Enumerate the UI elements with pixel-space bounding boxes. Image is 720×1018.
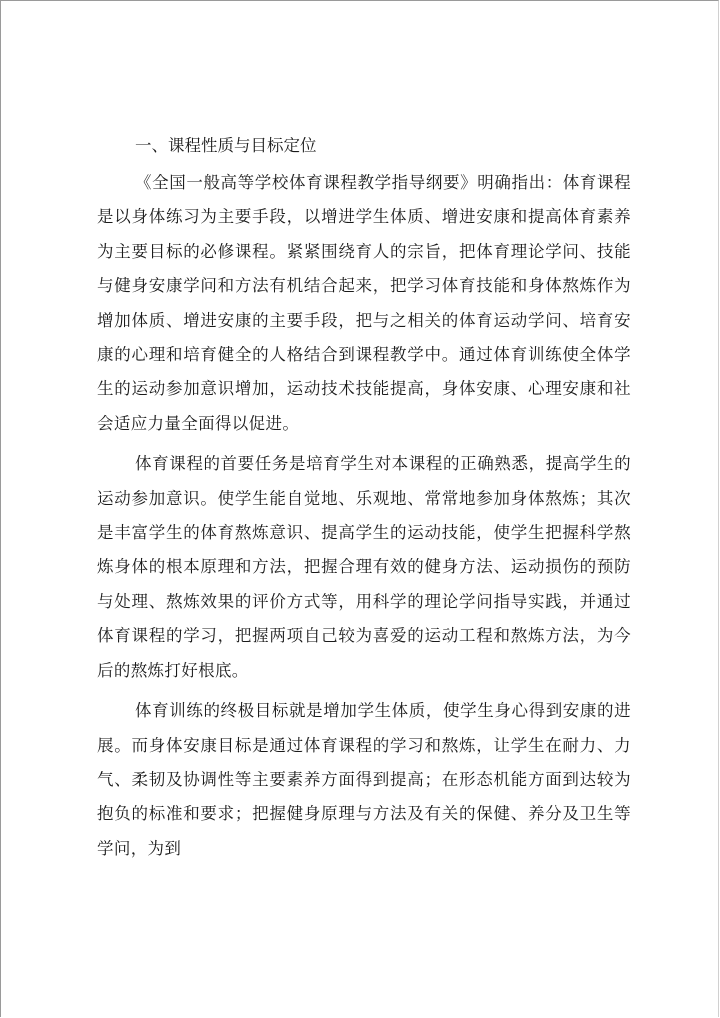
- paragraph-course-nature: 《全国一般高等学校体育课程教学指导纲要》明确指出：体育课程是以身体练习为主要手段，以增进学生体质、增进安康和提高体育素养为主要目标的必修课程。紧紧围绕育人的宗旨，把体育理论学问、技能与健身安康学问和方法有机结合起来，把学习体育技能和身体熬炼作为增加体质、增进安康的主要手段，把与之相关的体育运动学问、培育安康的心理和培育健全的人格结合到课程教学中。通过体育训练使全体学生的运动参加意识增加，运动技术技能提高，身体安康、心理安康和社会适应力量全面得以促进。: [97, 173, 631, 433]
- section-heading: 一、课程性质与目标定位: [135, 136, 317, 155]
- paragraph-ultimate-goal: 体育训练的终极目标就是增加学生体质，使学生身心得到安康的进展。而身体安康目标是通过体育课程的学习和熬炼，让学生在耐力、力气、柔韧及协调性等主要素养方面得到提高；在形态机能方面到达较为抱负的标准和要求；把握健身原理与方法及有关的保健、养分及卫生等学问，为到: [97, 701, 631, 858]
- paragraph-primary-tasks: 体育课程的首要任务是培育学生对本课程的正确熟悉，提高学生的运动参加意识。使学生能自觉地、乐观地、常常地参加身体熬炼；其次是丰富学生的体育熬炼意识、提高学生的运动技能，使学生把握科学熬炼身体的根本原理和方法，把握合理有效的健身方法、运动损伤的预防与处理、熬炼效果的评价方式等，用科学的理论学问指导实践，并通过体育课程的学习，把握两项自己较为喜爱的运动工程和熬炼方法，为今后的熬炼打好根底。: [97, 454, 631, 680]
- document-body: [97, 131, 631, 872]
